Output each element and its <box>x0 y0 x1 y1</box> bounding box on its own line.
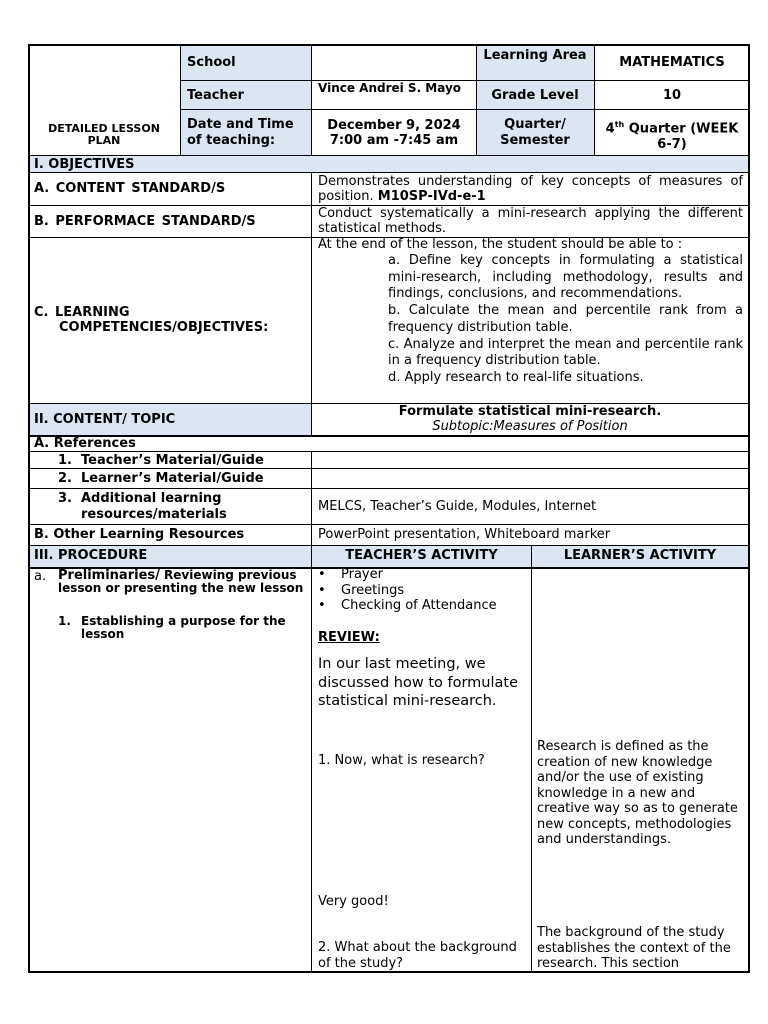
question-1: 1. Now, what is research? <box>318 753 485 768</box>
reference-number: 3. <box>58 491 72 506</box>
procedure-heading: III. PROCEDURE <box>34 548 148 563</box>
competency-item: c. Analyze and interpret the mean and percentile rank in a frequency distribution table. <box>388 336 743 369</box>
learner-activity-heading: LEARNER’S ACTIVITY <box>563 548 717 563</box>
reference-label: Learner’s Material/Guide <box>81 471 264 486</box>
content-standard-text: Demonstrates understanding of key concepts of measures of position. M10SP-IVd-e-1 <box>318 174 743 204</box>
topic-title: Formulate statistical mini-research. <box>398 404 662 419</box>
list-item: • Prayer <box>318 567 497 583</box>
performance-standard-label: B. PERFORMACE STANDARD/S <box>34 214 256 229</box>
list-item: • Checking of Attendance <box>318 598 497 614</box>
subtopic: Subtopic:Measures of Position <box>432 419 628 434</box>
other-resources-label: B. Other Learning Resources <box>34 527 245 542</box>
lesson-plan-title: DETAILED LESSON PLAN <box>48 122 160 147</box>
list-item: • Greetings <box>318 583 497 599</box>
teacher-activity-heading: TEACHER’S ACTIVITY <box>345 548 498 563</box>
date-time-label: Date and Time of teaching: <box>187 117 294 148</box>
learning-area-label: Learning Area <box>483 48 587 63</box>
step-1-number: 1. <box>58 614 71 628</box>
teacher-value: Vince Andrei S. Mayo <box>318 81 462 95</box>
review-text: In our last meeting, we discussed how to formulate statistical mini-research. <box>318 656 519 709</box>
content-standard-label: A. CONTENT STANDARD/S <box>34 181 226 196</box>
reference-label: Teacher’s Material/Guide <box>81 453 264 468</box>
performance-standard-text: Conduct systematically a mini-research applying the different statistical methods. <box>318 206 743 236</box>
step-1-text: Establishing a purpose for the lesson <box>81 614 286 641</box>
step-a-letter: a. <box>34 569 47 584</box>
reference-number: 2. <box>58 471 72 486</box>
quarter-label: Quarter/ Semester <box>500 117 570 148</box>
competencies-label-line1: C. LEARNING <box>34 305 130 320</box>
quarter-value: 4th Quarter (WEEK 6-7) <box>605 120 739 153</box>
teacher-label: Teacher <box>187 88 244 103</box>
reference-label: Additional learning resources/materials <box>81 491 227 522</box>
competencies-label-line2: COMPETENCIES/OBJECTIVES: <box>59 320 269 335</box>
objectives-heading-shading <box>29 156 749 172</box>
reference-number: 1. <box>58 453 72 468</box>
step-a-text: Preliminaries/ Reviewing previous lesson or presenting the new lesson <box>58 568 304 595</box>
answer-2: The background of the study establishes the context of the research. This section <box>537 925 731 971</box>
answer-1: Research is defined as the creation of new knowledge and/or the use of existing knowledge in a new and creative way so as to generate new concepts, methodologies and understandings. <box>537 739 738 847</box>
learning-area-value: MATHEMATICS <box>619 55 725 70</box>
competency-item: b. Calculate the mean and percentile rank from a frequency distribution table. <box>388 303 743 335</box>
grade-level-value: 10 <box>662 88 682 103</box>
competencies-list <box>388 253 743 387</box>
date-value: December 9, 2024 <box>327 118 461 133</box>
reference-value: MELCS, Teacher’s Guide, Modules, Internet <box>318 499 597 514</box>
content-heading: II. CONTENT/ TOPIC <box>34 412 176 427</box>
competency-item: d. Apply research to real-life situations. <box>388 369 644 385</box>
opening-routine-list <box>318 567 497 614</box>
competency-item: a. Define key concepts in formulating a statistical mini-research, including methodology, results and findings, conclusions, and recommendations. <box>388 253 743 302</box>
time-value: 7:00 am -7:45 am <box>329 133 459 148</box>
grade-level-label: Grade Level <box>491 88 579 103</box>
question-2: 2. What about the background of the study? <box>318 940 517 971</box>
school-label: School <box>187 55 236 70</box>
competencies-intro: At the end of the lesson, the student should be able to : <box>318 237 683 252</box>
references-heading: A. References <box>34 436 136 451</box>
other-resources-value: PowerPoint presentation, Whiteboard marker <box>318 527 611 542</box>
review-label: REVIEW: <box>318 630 380 645</box>
praise-text: Very good! <box>318 894 389 909</box>
objectives-heading: I. OBJECTIVES <box>34 157 135 172</box>
